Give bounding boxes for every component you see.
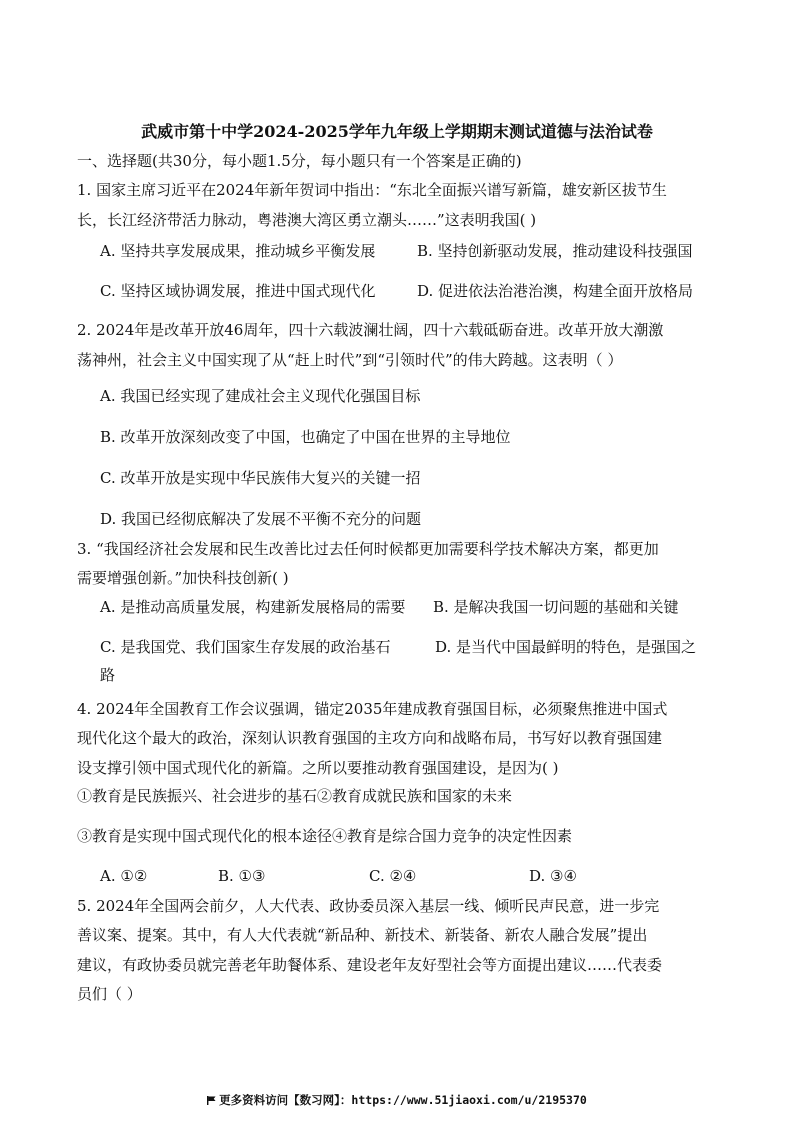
flag-icon	[207, 1096, 216, 1105]
q3-stem-line1: 3. “我国经济社会发展和民生改善比过去任何时候都更加需要科学技术解决方案，都更加	[77, 540, 659, 558]
q4-option-b: B. ①③	[218, 867, 266, 885]
q4-option-a: A. ①②	[100, 867, 148, 885]
q1-stem-line1: 1. 国家主席习近平在2024年新年贺词中指出：“东北全面振兴谱写新篇，雄安新区拔节生	[77, 181, 667, 199]
q3-option-b: B. 是解决我国一切问题的基础和关键	[433, 598, 679, 616]
q3-option-a: A. 是推动高质量发展，构建新发展格局的需要	[100, 598, 406, 616]
q1-option-b: B. 坚持创新驱动发展，推动建设科技强国	[417, 242, 693, 260]
footer-text: 更多资料访问【数习网】：https://www.51jiaoxi.com/u/2195370	[219, 1093, 587, 1107]
footer-link[interactable]	[0, 1092, 794, 1108]
q4-stem-line3: 设支撑引领中国式现代化的新篇。之所以要推动教育强国建设，是因为( )	[77, 759, 559, 777]
q5-stem-line1: 5. 2024年全国两会前夕，人大代表、政协委员深入基层一线、倾听民声民意，进一步完	[77, 897, 660, 915]
q5-stem-line4: 员们（ ）	[77, 985, 142, 1003]
q4-stem-line2: 现代化这个最大的政治，深刻认识教育强国的主攻方向和战略布局，书写好以教育强国建	[77, 729, 663, 747]
q3-option-d: D. 是当代中国最鲜明的特色，是强国之	[435, 638, 697, 656]
q2-stem-line1: 2. 2024年是改革开放46周年，四十六载波澜壮阔，四十六载砥砺奋进。改革开放大潮激	[77, 321, 664, 339]
q2-option-d: D. 我国已经彻底解决了发展不平衡不充分的问题	[100, 510, 422, 528]
section-heading: 一、选择题(共30分，每小题1.5分，每小题只有一个答案是正确的)	[77, 152, 522, 170]
q4-stem-line1: 4. 2024年全国教育工作会议强调，锚定2035年建成教育强国目标，必须聚焦推进中国式	[77, 700, 668, 718]
q4-option-d: D. ③④	[529, 867, 577, 885]
q2-option-b: B. 改革开放深刻改变了中国，也确定了中国在世界的主导地位	[100, 428, 511, 446]
q1-option-a: A. 坚持共享发展成果，推动城乡平衡发展	[100, 242, 376, 260]
page-title: 武威市第十中学2024-2025学年九年级上学期期末测试道德与法治试卷	[141, 122, 653, 141]
q2-option-c: C. 改革开放是实现中华民族伟大复兴的关键一招	[100, 469, 421, 487]
q1-stem-line2: 长，长江经济带活力脉动，粤港澳大湾区勇立潮头……”这表明我国( )	[77, 211, 537, 229]
q1-option-c: C. 坚持区域协调发展，推进中国式现代化	[100, 282, 376, 300]
q3-option-c: C. 是我国党、我们国家生存发展的政治基石	[100, 638, 391, 656]
q2-stem-line2: 荡神州，社会主义中国实现了从“赶上时代”到“引领时代”的伟大跨越。这表明（ ）	[77, 351, 623, 369]
q4-option-c: C. ②④	[369, 867, 417, 885]
q4-statements-line1: ①教育是民族振兴、社会进步的基石②教育成就民族和国家的未来	[77, 787, 513, 805]
q3-stem-line2: 需要增强创新。”加快科技创新( )	[77, 569, 289, 587]
q3-option-d-continuation: 路	[100, 666, 116, 684]
q1-option-d: D. 促进依法治港治澳，构建全面开放格局	[417, 282, 694, 300]
q5-stem-line2: 善议案、提案。其中，有人大代表就“新品种、新技术、新装备、新农人融合发展”提出	[77, 926, 648, 944]
q5-stem-line3: 建议，有政协委员就完善老年助餐体系、建设老年友好型社会等方面提出建议……代表委	[77, 956, 663, 974]
q2-option-a: A. 我国已经实现了建成社会主义现代化强国目标	[100, 387, 421, 405]
q4-statements-line2: ③教育是实现中国式现代化的根本途径④教育是综合国力竞争的决定性因素	[77, 827, 573, 845]
